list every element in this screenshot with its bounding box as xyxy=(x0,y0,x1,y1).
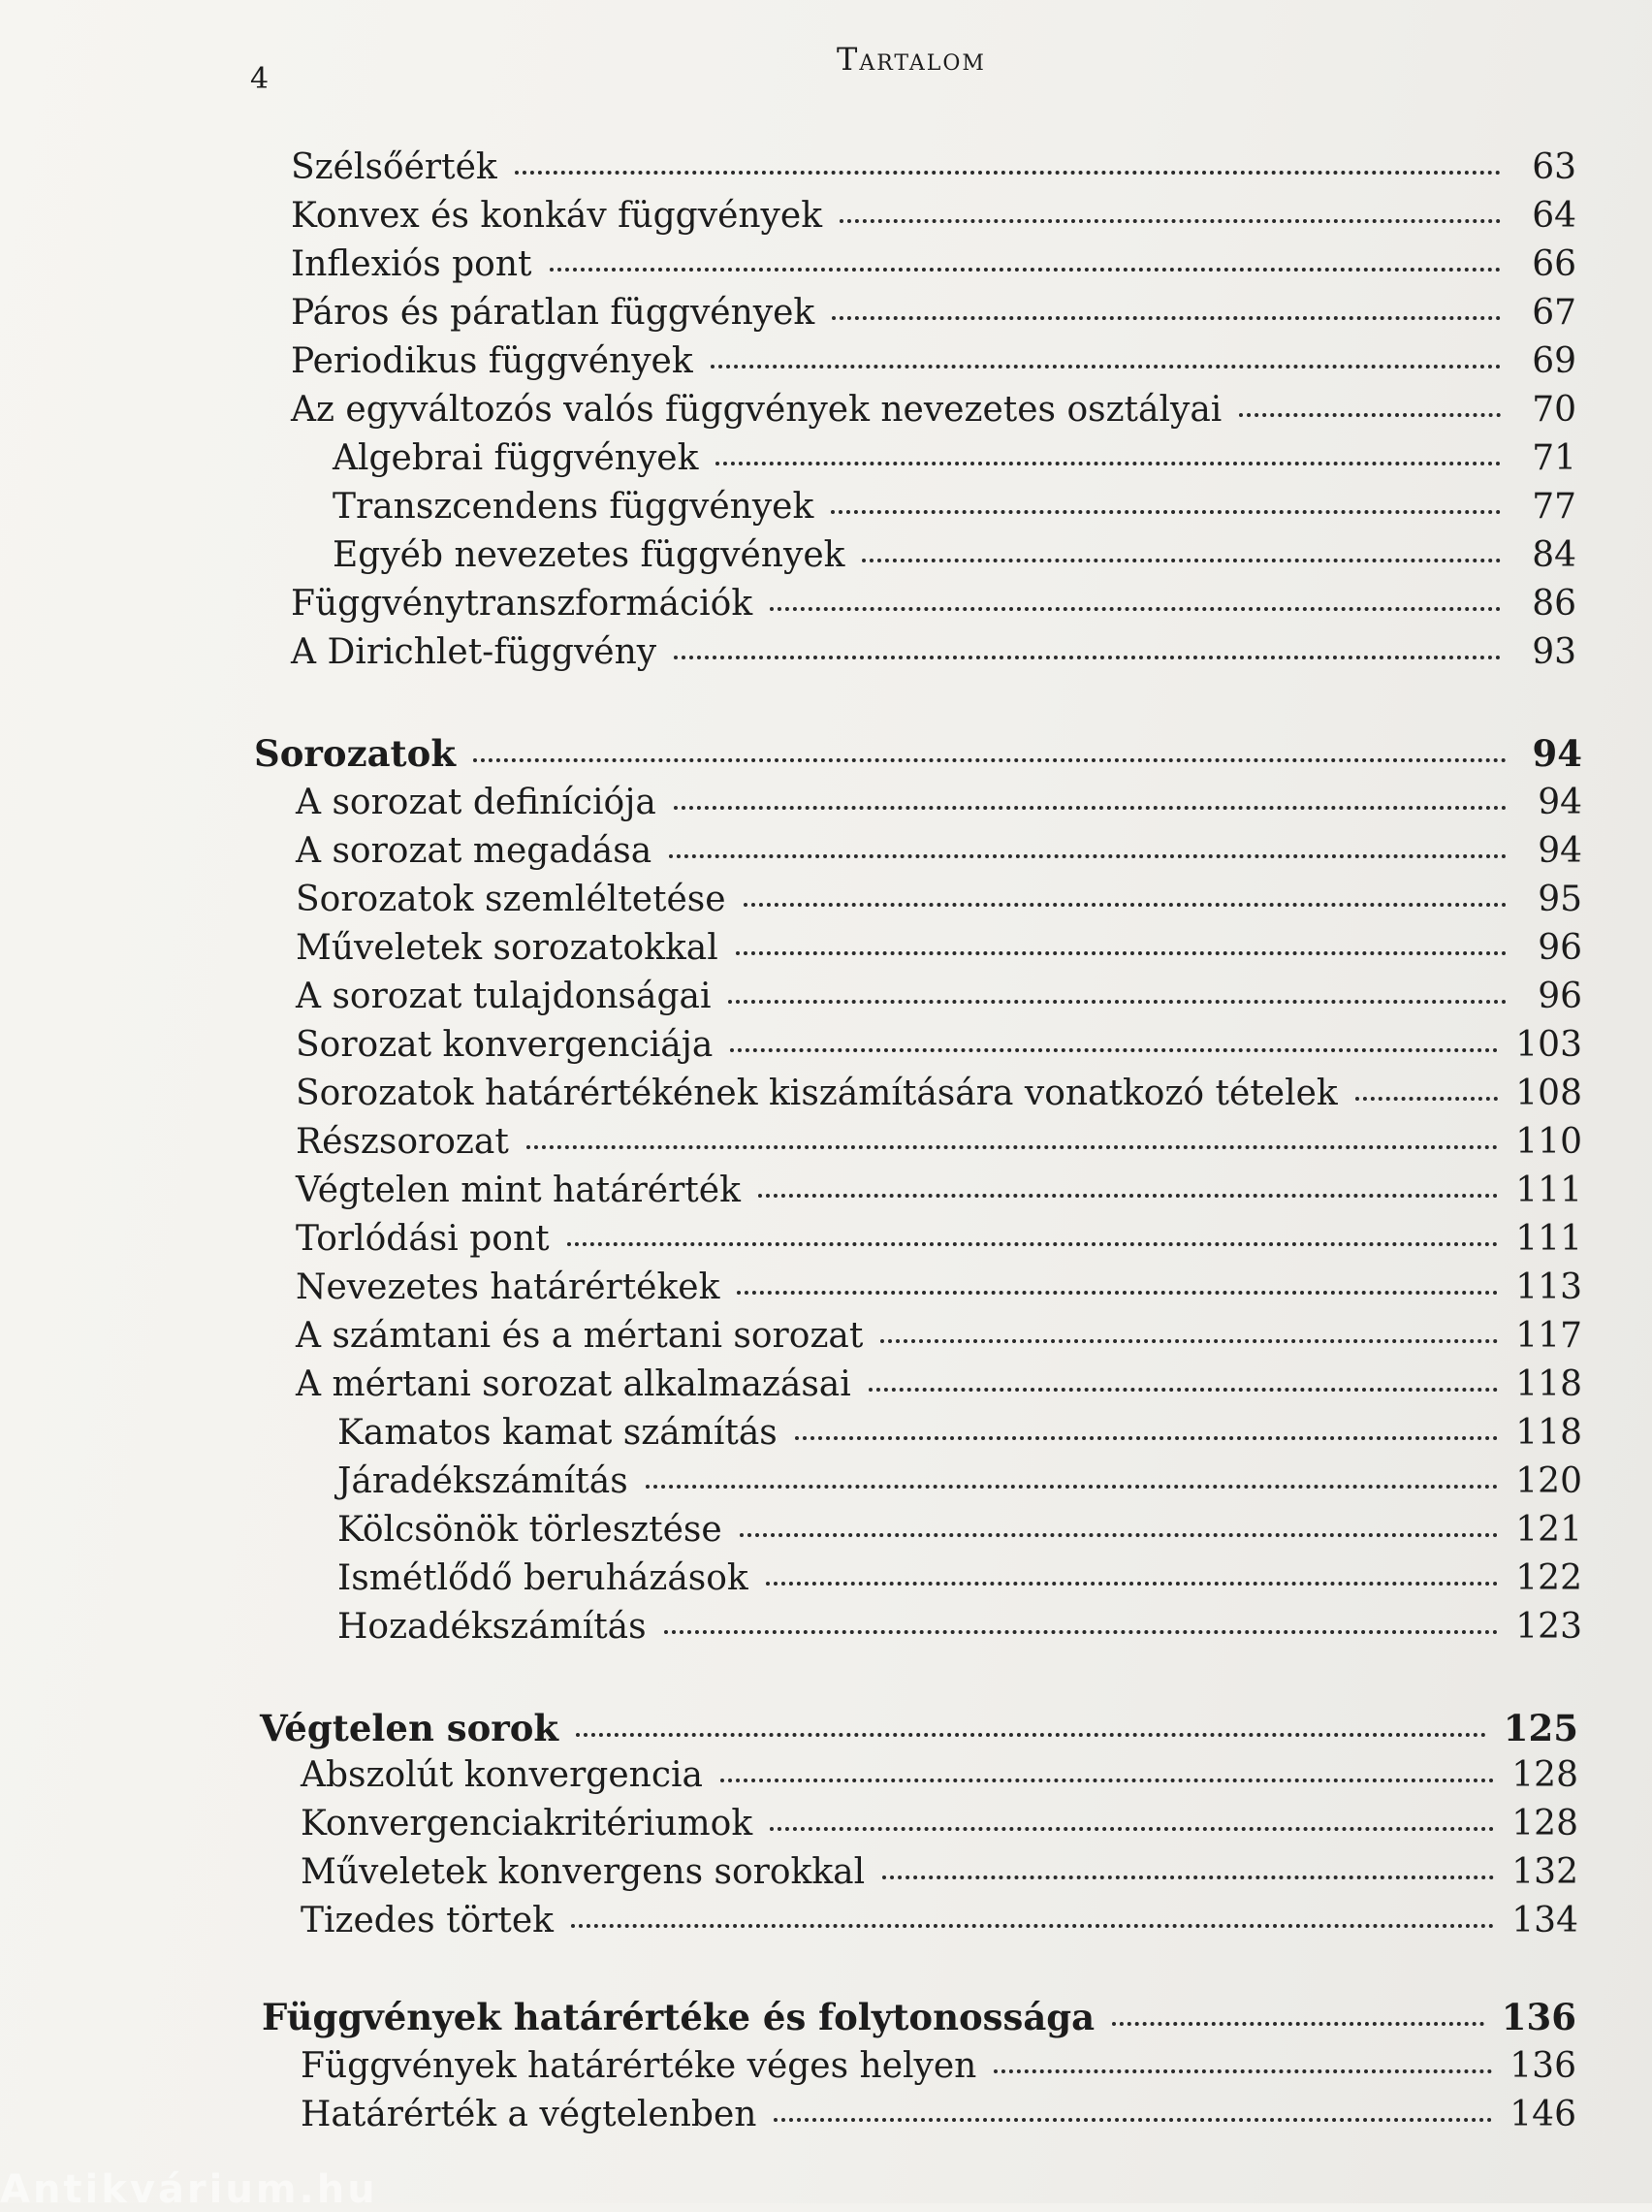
toc-entry-label: Végtelen mint határérték xyxy=(296,1170,741,1210)
toc-entry-page: 117 xyxy=(1515,1316,1582,1356)
toc-entry-page: 96 xyxy=(1538,928,1582,968)
dot-leader xyxy=(740,1532,1499,1537)
dot-leader xyxy=(715,461,1501,465)
toc-entry-page: 70 xyxy=(1532,390,1576,430)
toc-entry-label: Sorozatok xyxy=(254,732,456,775)
toc-entry-label: Inflexiós pont xyxy=(291,244,532,284)
toc-entry xyxy=(296,928,1582,973)
toc-entry xyxy=(291,390,1576,434)
dot-leader xyxy=(728,999,1507,1004)
toc-entry-label: Végtelen sorok xyxy=(260,1707,559,1749)
toc-entry-page: 66 xyxy=(1532,244,1576,284)
toc-entry-page: 69 xyxy=(1532,341,1576,381)
toc-entry-label: Transzcendens függvények xyxy=(333,487,814,527)
toc-entry-label: Egyéb nevezetes függvények xyxy=(333,535,845,575)
toc-entry-page: 64 xyxy=(1532,196,1576,236)
toc-entry-label: Nevezetes határértékek xyxy=(296,1267,720,1307)
toc-entry-label: Konvex és konkáv függvények xyxy=(291,196,823,236)
toc-entry-label: Műveletek konvergens sorokkal xyxy=(301,1852,866,1892)
toc-entry-page: 113 xyxy=(1515,1267,1582,1307)
toc-entry-page: 118 xyxy=(1515,1364,1582,1404)
toc-entry-page: 136 xyxy=(1509,2046,1576,2086)
dot-leader xyxy=(646,1484,1499,1489)
toc-entry-page: 134 xyxy=(1511,1901,1578,1940)
dot-leader xyxy=(774,2117,1492,2122)
toc-chapter xyxy=(254,732,1582,777)
toc-entry-label: Függvények határértéke véges helyen xyxy=(301,2046,977,2086)
toc-entry xyxy=(296,1074,1582,1118)
dot-leader xyxy=(744,902,1507,907)
toc-entry xyxy=(337,1510,1582,1555)
toc-entry-label: Kölcsönök törlesztése xyxy=(337,1510,722,1550)
dot-leader xyxy=(1355,1096,1499,1101)
toc-entry-label: Függvénytranszformációk xyxy=(291,584,753,624)
toc-entry-label: Részsorozat xyxy=(296,1122,509,1162)
toc-entry-page: 111 xyxy=(1515,1219,1582,1259)
toc-entry xyxy=(296,977,1582,1021)
dot-leader xyxy=(1239,412,1501,417)
dot-leader xyxy=(862,558,1501,562)
toc-entry xyxy=(291,293,1576,337)
dot-leader xyxy=(711,364,1501,369)
dot-leader xyxy=(736,950,1507,955)
dot-leader xyxy=(526,1144,1499,1149)
toc-entry-page: 111 xyxy=(1515,1170,1582,1210)
toc-entry xyxy=(337,1413,1582,1458)
toc-entry-label: Járadékszámítás xyxy=(337,1461,628,1501)
dot-leader xyxy=(550,267,1501,272)
toc-entry xyxy=(291,244,1576,289)
dot-leader xyxy=(669,853,1507,858)
toc-entry-page: 118 xyxy=(1515,1413,1582,1453)
toc-entry-label: Függvények határértéke és folytonossága xyxy=(262,1996,1096,2038)
dot-leader xyxy=(795,1435,1499,1440)
toc-entry-label: A Dirichlet-függvény xyxy=(291,632,657,672)
dot-leader xyxy=(770,606,1501,611)
dot-leader xyxy=(994,2068,1492,2073)
page-header xyxy=(0,41,1652,96)
toc-entry-page: 84 xyxy=(1532,535,1576,575)
dot-leader xyxy=(766,1581,1499,1586)
dot-leader xyxy=(473,757,1507,762)
toc-entry xyxy=(291,147,1576,192)
dot-leader xyxy=(758,1193,1498,1198)
toc-entry-page: 71 xyxy=(1532,438,1576,478)
toc-entry xyxy=(296,831,1582,876)
toc-entry-page: 136 xyxy=(1501,1996,1576,2038)
toc-entry xyxy=(301,1755,1578,1800)
toc-entry-label: Sorozat konvergenciája xyxy=(296,1025,714,1065)
toc-entry xyxy=(337,1607,1582,1651)
dot-leader xyxy=(832,315,1501,320)
toc-entry xyxy=(296,1219,1582,1264)
toc-entry xyxy=(333,535,1576,580)
toc-entry-page: 67 xyxy=(1532,293,1576,333)
toc-entry xyxy=(296,1025,1582,1070)
dot-leader xyxy=(880,1338,1498,1343)
dot-leader xyxy=(831,509,1501,514)
toc-entry-page: 110 xyxy=(1515,1122,1582,1162)
toc-entry-label: Abszolút konvergencia xyxy=(301,1755,703,1795)
toc-entry xyxy=(301,2046,1576,2091)
toc-entry-label: Ismétlődő beruházások xyxy=(337,1558,748,1598)
dot-leader xyxy=(1112,2021,1484,2026)
toc-entry-page: 103 xyxy=(1515,1025,1582,1065)
dot-leader xyxy=(674,805,1507,810)
toc-entry xyxy=(301,1852,1578,1897)
toc-entry xyxy=(296,1316,1582,1361)
dot-leader xyxy=(664,1629,1499,1634)
toc-entry-page: 125 xyxy=(1503,1707,1578,1749)
toc-entry-page: 120 xyxy=(1515,1461,1582,1501)
toc-entry-label: Konvergenciakritériumok xyxy=(301,1804,753,1843)
toc-entry xyxy=(296,1170,1582,1215)
toc-entry xyxy=(333,487,1576,531)
dot-leader xyxy=(567,1241,1499,1246)
toc-entry xyxy=(301,1901,1578,1945)
toc-entry xyxy=(301,2095,1576,2139)
toc-entry-label: A mértani sorozat alkalmazásai xyxy=(296,1364,851,1404)
toc-entry-page: 95 xyxy=(1538,880,1582,919)
dot-leader xyxy=(882,1875,1494,1879)
toc-entry-label: Határérték a végtelenben xyxy=(301,2095,757,2134)
dot-leader xyxy=(515,170,1501,175)
toc-entry-page: 122 xyxy=(1515,1558,1582,1598)
toc-entry-page: 108 xyxy=(1515,1074,1582,1113)
toc-entry xyxy=(296,880,1582,924)
dot-leader xyxy=(737,1290,1498,1295)
toc-entry xyxy=(291,584,1576,628)
toc-entry-page: 77 xyxy=(1532,487,1576,527)
toc-entry xyxy=(296,1364,1582,1409)
toc-entry-label: Műveletek sorozatokkal xyxy=(296,928,718,968)
toc-entry xyxy=(296,1122,1582,1167)
dot-leader xyxy=(770,1826,1494,1831)
watermark: Antikvárium.hu xyxy=(0,2167,378,2212)
toc-entry-label: Hozadékszámítás xyxy=(337,1607,647,1647)
toc-entry-page: 86 xyxy=(1532,584,1576,624)
toc-entry-page: 94 xyxy=(1538,783,1582,822)
toc-entry-page: 123 xyxy=(1515,1607,1582,1647)
toc-entry-label: A sorozat megadása xyxy=(296,831,652,871)
toc-chapter xyxy=(262,1996,1576,2040)
dot-leader xyxy=(840,218,1501,223)
toc-entry xyxy=(291,341,1576,386)
toc-entry xyxy=(296,1267,1582,1312)
toc-entry-label: Torlódási pont xyxy=(296,1219,550,1259)
toc-entry-page: 93 xyxy=(1532,632,1576,672)
toc-entry-label: A számtani és a mértani sorozat xyxy=(296,1316,864,1356)
toc-entry-label: Tizedes törtek xyxy=(301,1901,554,1940)
toc-entry-label: Periodikus függvények xyxy=(291,341,693,381)
toc-entry-page: 128 xyxy=(1511,1804,1578,1843)
toc-entry-label: Sorozatok határértékének kiszámítására vonatkozó tételek xyxy=(296,1074,1338,1113)
toc-entry-label: Sorozatok szemléltetése xyxy=(296,880,726,919)
toc-entry-label: Az egyváltozós valós függvények nevezetes osztályai xyxy=(291,390,1223,430)
toc-entry-label: Algebrai függvények xyxy=(333,438,699,478)
toc-entry-page: 96 xyxy=(1538,977,1582,1016)
dot-leader xyxy=(576,1732,1486,1737)
dot-leader xyxy=(869,1387,1498,1392)
dot-leader xyxy=(571,1923,1494,1928)
toc-entry xyxy=(333,438,1576,483)
toc-entry-page: 132 xyxy=(1511,1852,1578,1892)
toc-entry xyxy=(301,1804,1578,1848)
toc-entry xyxy=(291,632,1576,677)
toc-entry-label: A sorozat tulajdonságai xyxy=(296,977,712,1016)
toc-entry xyxy=(337,1558,1582,1603)
toc-entry xyxy=(296,783,1582,827)
toc-entry-label: A sorozat definíciója xyxy=(296,783,656,822)
toc-entry-label: Szélsőérték xyxy=(291,147,497,187)
toc-chapter xyxy=(260,1707,1578,1751)
toc-entry-label: Páros és páratlan függvények xyxy=(291,293,815,333)
dot-leader xyxy=(674,655,1501,659)
toc-entry-page: 121 xyxy=(1515,1510,1582,1550)
page-number: 4 xyxy=(250,62,270,96)
toc-entry xyxy=(291,196,1576,240)
toc-entry-page: 128 xyxy=(1511,1755,1578,1795)
toc-entry-page: 63 xyxy=(1532,147,1576,187)
toc-entry-page: 146 xyxy=(1509,2095,1576,2134)
toc-entry-page: 94 xyxy=(1532,732,1582,775)
running-title: Tartalom xyxy=(837,41,986,78)
dot-leader xyxy=(730,1047,1498,1052)
dot-leader xyxy=(720,1778,1494,1782)
toc-entry xyxy=(337,1461,1582,1506)
toc-entry-page: 94 xyxy=(1538,831,1582,871)
toc-entry-label: Kamatos kamat számítás xyxy=(337,1413,778,1453)
